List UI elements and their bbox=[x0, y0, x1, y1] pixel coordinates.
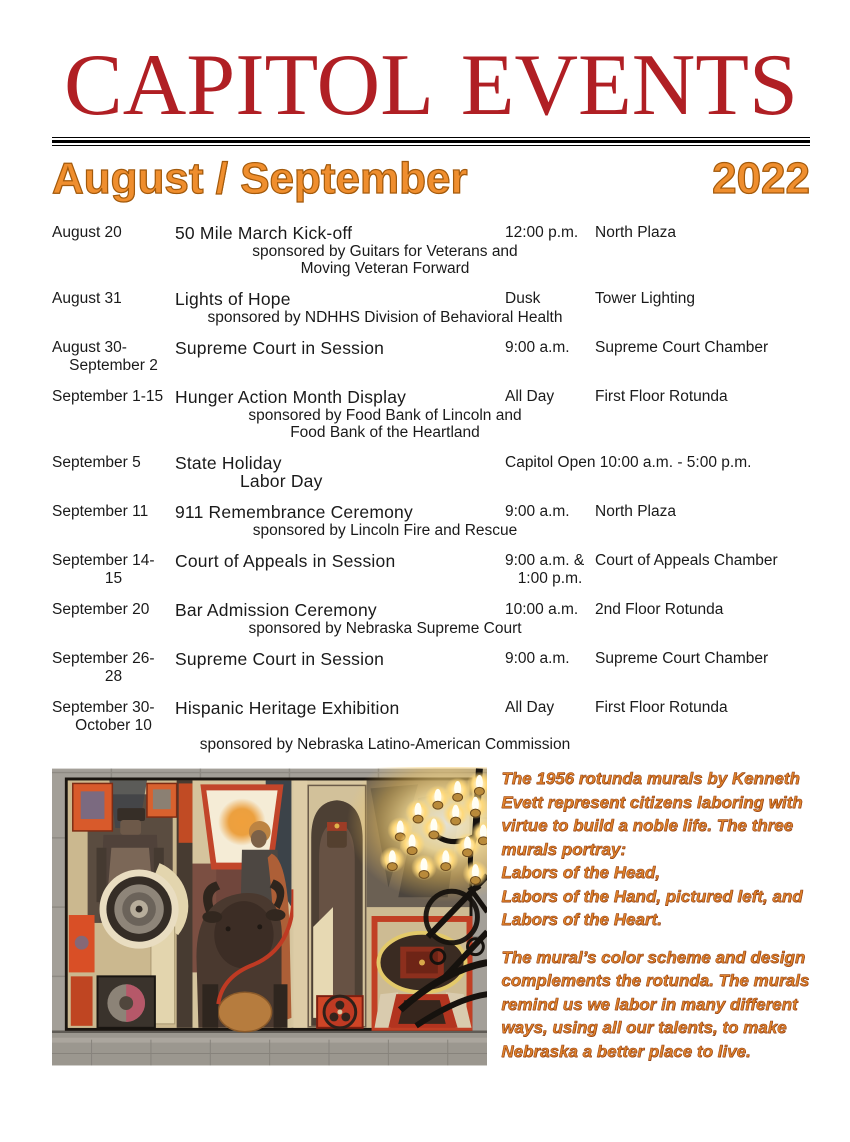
text-line: August 31 bbox=[52, 290, 122, 307]
caption-paragraph-1: The 1956 rotunda murals by Kenneth Evett represent citizens laboring with virtue to build a noble life. The three murals portray: bbox=[501, 769, 803, 859]
event-row bbox=[52, 339, 810, 375]
event-time bbox=[505, 290, 595, 308]
text-line: 10:00 a.m. bbox=[505, 601, 579, 618]
event-sponsor bbox=[175, 309, 595, 326]
text-line: Hispanic Heritage Exhibition bbox=[175, 698, 400, 718]
event-title bbox=[175, 224, 505, 242]
text-line: Labor Day bbox=[240, 471, 323, 491]
event-row bbox=[52, 454, 810, 490]
event-main-line bbox=[52, 224, 810, 242]
event-time bbox=[505, 339, 595, 357]
text-line: sponsored by Nebraska Supreme Court bbox=[248, 620, 522, 637]
text-line: First Floor Rotunda bbox=[595, 699, 728, 716]
text-line: September 20 bbox=[52, 601, 150, 618]
text-line: Supreme Court in Session bbox=[175, 338, 385, 358]
event-location bbox=[595, 699, 810, 717]
event-title bbox=[175, 503, 505, 521]
text-line: October 10 bbox=[75, 717, 152, 734]
event-date bbox=[52, 224, 175, 242]
event-main-line bbox=[52, 503, 810, 521]
event-main-line bbox=[52, 290, 810, 308]
text-line: 911 Remembrance Ceremony bbox=[175, 502, 413, 522]
event-main-line bbox=[52, 339, 810, 375]
event-date bbox=[52, 699, 175, 735]
page-title: CAPITOL EVENTS bbox=[64, 37, 798, 134]
event-title bbox=[175, 454, 505, 490]
event-title bbox=[175, 650, 505, 668]
text-line: 9:00 a.m. bbox=[505, 503, 570, 520]
text-line: sponsored by Lincoln Fire and Rescue bbox=[252, 522, 518, 539]
text-line: September 1-15 bbox=[52, 388, 164, 405]
event-main-line bbox=[52, 454, 810, 490]
event-date bbox=[52, 601, 175, 619]
text-line: Supreme Court Chamber bbox=[595, 339, 769, 356]
text-line: 9:00 a.m. & bbox=[505, 552, 585, 569]
flyer-page bbox=[0, 37, 850, 1067]
text-line: Capitol Open 10:00 a.m. - 5:00 p.m. bbox=[505, 454, 752, 471]
event-time bbox=[505, 388, 595, 406]
text-line: September 14- bbox=[52, 552, 155, 569]
text-line: Court of Appeals in Session bbox=[175, 551, 396, 571]
text-line: Supreme Court Chamber bbox=[595, 650, 769, 667]
event-sponsor bbox=[175, 407, 595, 441]
text-line: September 5 bbox=[52, 454, 141, 471]
caption-labors-line-1: Labors of the Head, bbox=[501, 863, 660, 882]
event-sponsor bbox=[175, 620, 595, 637]
text-line: All Day bbox=[505, 699, 555, 716]
text-line: Lights of Hope bbox=[175, 289, 291, 309]
rule-line bbox=[52, 137, 810, 138]
text-line: September 26- bbox=[52, 650, 155, 667]
text-line: Dusk bbox=[505, 290, 541, 307]
event-time bbox=[505, 650, 595, 668]
caption-paragraph-2: The mural’s color scheme and design complements the rotunda. The murals remind us we labor in many different ways, using all our talents, to make Nebraska a better place to live. bbox=[501, 947, 810, 1061]
text-line: First Floor Rotunda bbox=[595, 388, 728, 405]
event-main-line bbox=[52, 601, 810, 619]
event-row bbox=[52, 224, 810, 277]
event-title bbox=[175, 290, 505, 308]
event-main-line bbox=[52, 388, 810, 406]
rule-line bbox=[52, 140, 810, 143]
event-date bbox=[52, 503, 175, 521]
event-title bbox=[175, 699, 505, 717]
text-line: September 30- bbox=[52, 699, 155, 716]
month-subtitle: August / September bbox=[52, 154, 468, 203]
double-rule bbox=[52, 137, 810, 146]
text-line: State Holiday bbox=[175, 453, 282, 473]
mural-photo bbox=[52, 767, 487, 1067]
event-row bbox=[52, 699, 810, 753]
event-location bbox=[595, 388, 810, 406]
text-line: sponsored by Guitars for Veterans and bbox=[252, 243, 518, 260]
text-line: Tower Lighting bbox=[595, 290, 695, 307]
event-time bbox=[505, 224, 595, 242]
text-line: North Plaza bbox=[595, 503, 676, 520]
text-line: Moving Veteran Forward bbox=[300, 260, 470, 277]
event-location bbox=[595, 224, 810, 242]
text-line: 12:00 p.m. bbox=[505, 224, 579, 241]
event-main-line bbox=[52, 650, 810, 686]
text-line: 9:00 a.m. bbox=[505, 339, 570, 356]
rule-line bbox=[52, 145, 810, 146]
event-date bbox=[52, 454, 175, 472]
text-line: Bar Admission Ceremony bbox=[175, 600, 377, 620]
event-location bbox=[595, 650, 810, 668]
text-line: August 30- bbox=[52, 339, 127, 356]
text-line: September 2 bbox=[69, 357, 158, 374]
text-line: North Plaza bbox=[595, 224, 676, 241]
text-line: 15 bbox=[104, 570, 123, 587]
text-line: Hunger Action Month Display bbox=[175, 387, 407, 407]
text-line: 1:00 p.m. bbox=[517, 570, 583, 587]
text-line: All Day bbox=[505, 388, 555, 405]
event-row bbox=[52, 388, 810, 441]
footer-section bbox=[52, 767, 810, 1067]
event-time bbox=[505, 454, 752, 472]
event-row bbox=[52, 503, 810, 539]
text-line: 28 bbox=[104, 668, 123, 685]
text-line: September 11 bbox=[52, 503, 149, 520]
event-main-line bbox=[52, 699, 810, 735]
event-row bbox=[52, 552, 810, 588]
event-date bbox=[52, 339, 175, 375]
event-location bbox=[595, 601, 810, 619]
event-row bbox=[52, 601, 810, 637]
event-title bbox=[175, 552, 505, 570]
text-line: 9:00 a.m. bbox=[505, 650, 570, 667]
event-date bbox=[52, 388, 175, 406]
text-line: sponsored by Nebraska Latino-American Commission bbox=[199, 736, 571, 753]
text-line: August 20 bbox=[52, 224, 122, 241]
event-date bbox=[52, 552, 175, 588]
text-line: sponsored by NDHHS Division of Behavioral Health bbox=[207, 309, 563, 326]
event-date bbox=[52, 650, 175, 686]
event-title bbox=[175, 601, 505, 619]
event-sponsor bbox=[175, 736, 595, 753]
event-title bbox=[175, 388, 505, 406]
event-location bbox=[595, 552, 810, 570]
event-row bbox=[52, 290, 810, 326]
text-line: sponsored by Food Bank of Lincoln and bbox=[248, 407, 522, 424]
events-list bbox=[52, 224, 810, 753]
event-location bbox=[595, 290, 810, 308]
mural-caption bbox=[501, 767, 810, 1067]
caption-labors-line-3: Labors of the Heart. bbox=[501, 910, 662, 929]
event-row bbox=[52, 650, 810, 686]
text-line: Food Bank of the Heartland bbox=[290, 424, 480, 441]
event-time bbox=[505, 503, 595, 521]
event-title bbox=[175, 339, 505, 357]
event-time bbox=[505, 699, 595, 717]
text-line: 50 Mile March Kick-off bbox=[175, 223, 353, 243]
caption-labors-line-2: Labors of the Hand, pictured left, and bbox=[501, 886, 803, 906]
text-line: Court of Appeals Chamber bbox=[595, 552, 778, 569]
event-main-line bbox=[52, 552, 810, 588]
text-line: Supreme Court in Session bbox=[175, 649, 385, 669]
event-location bbox=[595, 503, 810, 521]
year-label: 2022 bbox=[712, 154, 810, 203]
event-sponsor bbox=[175, 243, 595, 277]
text-line: 2nd Floor Rotunda bbox=[595, 601, 724, 618]
event-time bbox=[505, 601, 595, 619]
event-sponsor bbox=[175, 522, 595, 539]
subtitle-row bbox=[52, 154, 810, 204]
event-time bbox=[505, 552, 595, 588]
event-location bbox=[595, 339, 810, 357]
event-date bbox=[52, 290, 175, 308]
